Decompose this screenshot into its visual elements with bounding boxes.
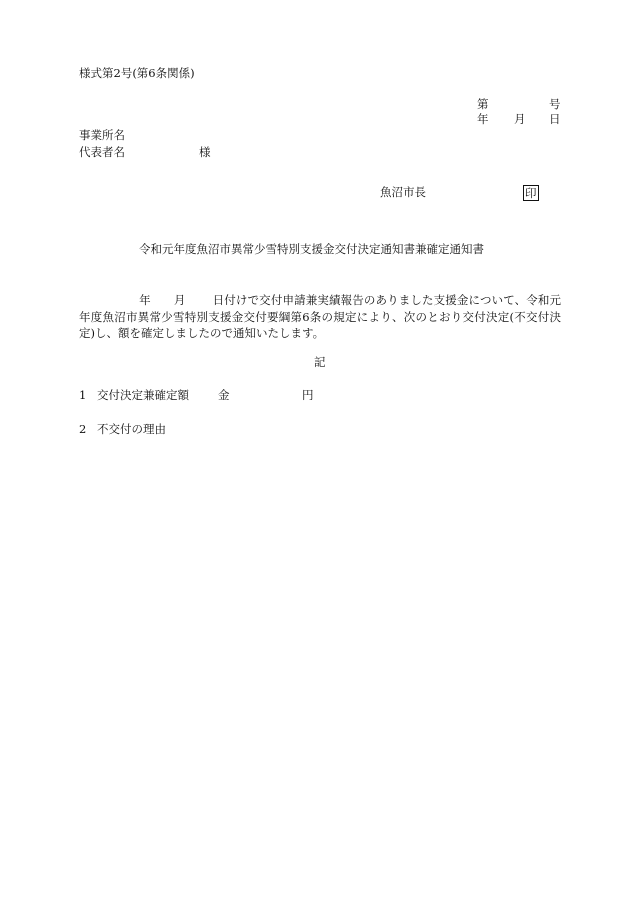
- date-month: 月: [514, 112, 526, 126]
- item-2-number: 2: [79, 422, 87, 436]
- item-1-label: 交付決定兼確定額: [97, 388, 189, 402]
- body-month: 月: [173, 293, 186, 307]
- honorific: 様: [199, 145, 211, 159]
- form-number: 様式第2号(第6条関係): [79, 66, 195, 80]
- body-text: 日付けで交付申請兼実績報告のありました支援金について、令和元年度魚沼市異常少雪特別支援金交付要綱第6条の規定により、次のとおり交付決定(不交付決定)し、額を確定しましたので通知いたします。: [79, 293, 561, 340]
- item-2-label: 不交付の理由: [97, 422, 166, 436]
- item-1-number: 1: [79, 388, 87, 402]
- doc-number-prefix: 第: [477, 97, 489, 111]
- item-1-unit: 円: [302, 388, 314, 402]
- issuer-name: 魚沼市長: [380, 185, 426, 199]
- body-year: 年: [139, 293, 151, 307]
- note-heading: 記: [314, 355, 326, 369]
- date-day: 日: [549, 112, 561, 126]
- document-title: 令和元年度魚沼市異常少雪特別支援金交付決定通知書兼確定通知書: [139, 242, 484, 256]
- doc-number-suffix: 号: [549, 97, 561, 111]
- seal-mark: 印: [525, 186, 537, 200]
- representative-name-label: 代表者名: [79, 145, 125, 159]
- date-year: 年: [477, 112, 489, 126]
- item-1-prefix: 金: [218, 388, 230, 402]
- office-name-label: 事業所名: [79, 128, 125, 142]
- body-paragraph: [79, 292, 561, 342]
